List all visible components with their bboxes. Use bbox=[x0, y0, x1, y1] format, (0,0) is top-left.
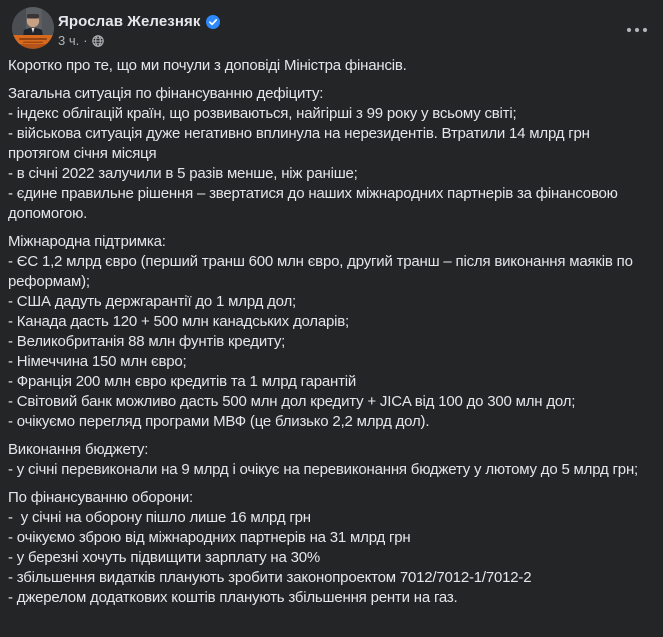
post-paragraph bbox=[8, 440, 645, 480]
post-line: - у січні на оборону пішло лише 16 млрд грн bbox=[8, 509, 311, 526]
author-name[interactable]: Ярослав Железняк bbox=[58, 13, 201, 30]
post-line: - ЄС 1,2 млрд євро (перший транш 600 млн євро, другий транш – після виконання маяків по реформам); bbox=[8, 253, 637, 290]
post-line: - збільшення видатків планують зробити законопроектом 7012/7012-1/7012-2 bbox=[8, 569, 532, 586]
ellipsis-horizontal-icon bbox=[625, 26, 649, 34]
author-row bbox=[58, 12, 220, 31]
meta-separator: · bbox=[83, 33, 88, 48]
post-line: Загальна ситуація по фінансуванню дефіциту: bbox=[8, 85, 324, 102]
post-line: - індекс облігацій країн, що розвиваються, найгірші з 99 року у всьому світі; bbox=[8, 105, 517, 122]
avatar[interactable] bbox=[12, 7, 54, 49]
post-paragraph bbox=[8, 84, 645, 224]
profile-photo bbox=[12, 7, 54, 49]
globe-public-icon bbox=[92, 35, 104, 47]
post-line: - військова ситуація дуже негативно вплинула на нерезидентів. Втратили 14 млрд грн протягом січня місяця bbox=[8, 125, 594, 162]
post-line: - у березні хочуть підвищити зарплату на 30% bbox=[8, 549, 320, 566]
post-paragraph bbox=[8, 232, 645, 432]
post-line: - джерелом додаткових коштів планують збільшення ренти на газ. bbox=[8, 589, 458, 606]
post-line: - в січні 2022 залучили в 5 разів менше, ніж раніше; bbox=[8, 165, 358, 182]
post-line: - у січні перевиконали на 9 млрд і очікує на перевиконання бюджету у лютому до 5 млрд грн; bbox=[8, 461, 639, 478]
post-line: - США дадуть держгарантії до 1 млрд дол; bbox=[8, 293, 297, 310]
post-line: - очікуємо перегляд програми МВФ (це близько 2,2 млрд дол). bbox=[8, 413, 430, 430]
post-line: Міжнародна підтримка: bbox=[8, 233, 166, 250]
post-line: - Німеччина 150 млн євро; bbox=[8, 353, 187, 370]
post-line: По фінансуванню оборони: bbox=[8, 489, 193, 506]
post-line: - Світовий банк можливо дасть 500 млн дол кредиту + JICA від 100 до 300 млн дол; bbox=[8, 393, 576, 410]
post-paragraph bbox=[8, 488, 645, 608]
post-line: - єдине правильне рішення – звертатися до наших міжнародних партнерів за фінансовою допомогою. bbox=[8, 185, 622, 222]
more-options-button[interactable] bbox=[619, 14, 655, 46]
timestamp[interactable]: 3 ч. bbox=[58, 33, 80, 48]
post-meta bbox=[58, 34, 220, 48]
post-line: - Франція 200 млн євро кредитів та 1 млрд гарантій bbox=[8, 373, 357, 390]
post-line: Коротко про те, що ми почули з доповіді Міністра фінансів. bbox=[8, 57, 407, 74]
post-body bbox=[0, 50, 663, 608]
post-line: - Великобританія 88 млн фунтів кредиту; bbox=[8, 333, 286, 350]
post-header bbox=[0, 0, 663, 50]
post-line: - Канада дасть 120 + 500 млн канадських доларів; bbox=[8, 313, 350, 330]
verified-badge-icon bbox=[206, 15, 220, 29]
post-line: - очікуємо зброю від міжнародних партнерів на 31 млрд грн bbox=[8, 529, 411, 546]
header-text bbox=[58, 12, 220, 48]
post-paragraph bbox=[8, 56, 645, 76]
post-line: Виконання бюджету: bbox=[8, 441, 149, 458]
